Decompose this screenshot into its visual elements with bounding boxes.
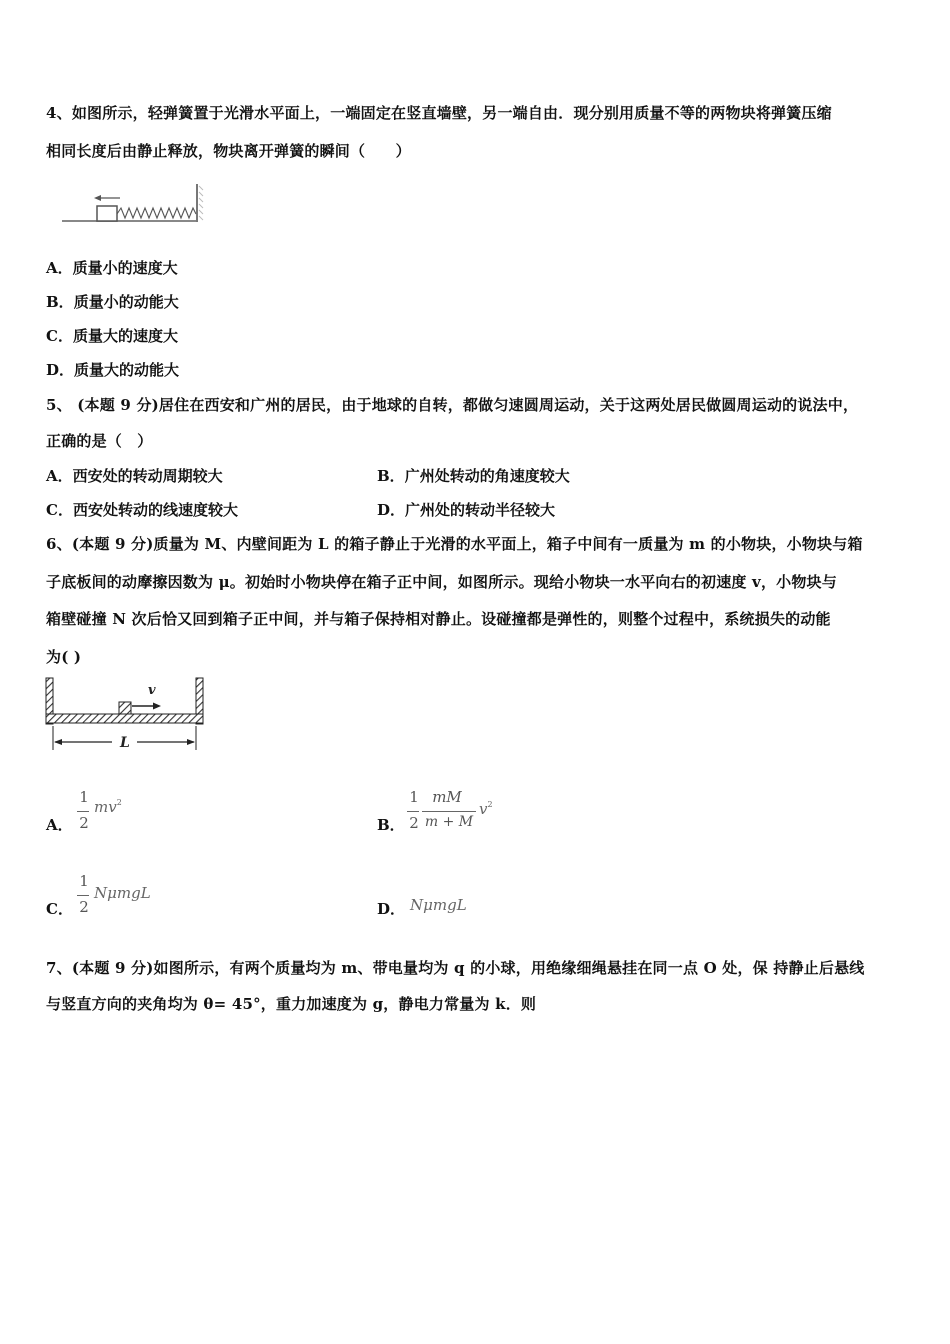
q5-stem-line-1: 5、 (本题 9 分)居住在西安和广州的居民，由于地球的自转，都做匀速圆周运动，关于这两处居民做圆周运动的说法中， (46, 396, 859, 414)
q6-option-d-expression: NμmgL (410, 896, 467, 914)
q6-stem-line-2: 子底板间的动摩擦因数为 μ。初始时小物块停在箱子正中间，如图所示。现给小物块一水平向右的初速度 v，小物块与 (46, 573, 837, 591)
q6-option-a[interactable]: A． (46, 816, 73, 834)
q6-stem-line-1: 6、(本题 9 分)质量为 M、内壁间距为 L 的箱子静止于光滑的水平面上，箱子中间有一质量为 m 的小物块，小物块与箱 (46, 535, 863, 553)
q6-stem-line-3: 箱壁碰撞 N 次后恰又回到箱子正中间，并与箱子保持相对静止。设碰撞都是弹性的，则整个过程中，系统损失的动能 (46, 610, 831, 628)
q4-option-a[interactable]: A．质量小的速度大 (46, 259, 178, 277)
q4-stem-line-1: 4、如图所示，轻弹簧置于光滑水平面上，一端固定在竖直墙壁，另一端自由．现分别用质量不等的两物块将弹簧压缩 (46, 104, 832, 122)
q6-option-a-expression: $mv^2$ (94, 798, 122, 816)
q5-stem-line-2: 正确的是（ ） (46, 432, 153, 450)
q6-option-a-fraction: 1 2 (77, 788, 91, 836)
q6-option-c-fraction: 1 2 (77, 872, 91, 920)
q5-option-d[interactable]: D．广州处的转动半径较大 (377, 501, 556, 519)
box-block-figure (44, 676, 208, 754)
q6-option-c[interactable]: C． (46, 900, 73, 918)
q4-stem-line-2: 相同长度后由静止释放，物块离开弹簧的瞬间（ ） (46, 142, 411, 160)
q6-option-b-fraction-mass: mM m + M (422, 788, 478, 836)
q5-option-a[interactable]: A．西安处的转动周期较大 (46, 467, 223, 485)
velocity-label: v (148, 683, 156, 698)
q4-option-b[interactable]: B．质量小的动能大 (46, 293, 179, 311)
q6-option-b-expression: $v^2$ (479, 800, 493, 818)
q7-stem-line-1: 7、(本题 9 分)如图所示，有两个质量均为 m、带电量均为 q 的小球，用绝缘细绳悬挂在同一点 O 处，保 持静止后悬线 (46, 959, 865, 977)
q6-option-b-fraction-half: 1 2 (407, 788, 421, 836)
q4-option-c[interactable]: C．质量大的速度大 (46, 327, 178, 345)
q4-option-d[interactable]: D．质量大的动能大 (46, 361, 180, 379)
q6-stem-line-4: 为( ) (46, 648, 82, 666)
q5-option-b[interactable]: B．广州处转动的角速度较大 (377, 467, 570, 485)
q6-option-c-expression: NμmgL (94, 884, 151, 902)
spring-wall-figure (60, 180, 205, 228)
length-label: L (120, 735, 130, 751)
q6-option-b[interactable]: B． (377, 816, 405, 834)
q7-stem-line-2: 与竖直方向的夹角均为 θ= 45°，重力加速度为 g，静电力常量为 k．则 (46, 995, 537, 1013)
q5-option-c[interactable]: C．西安处转动的线速度较大 (46, 501, 238, 519)
q6-option-d[interactable]: D． (377, 900, 406, 918)
